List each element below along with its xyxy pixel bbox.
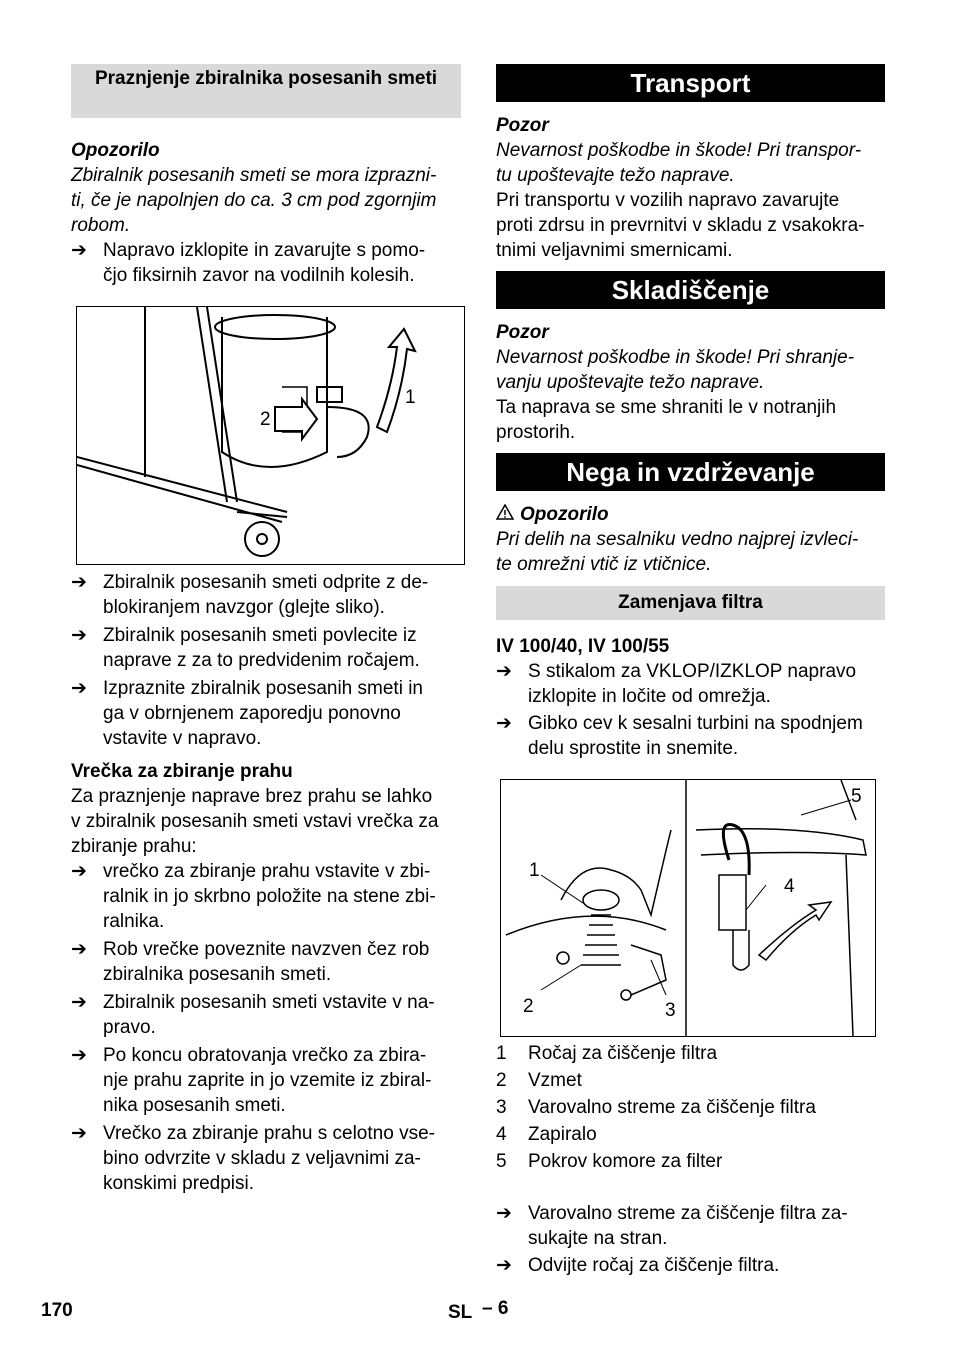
caution-line: Nevarnost poškodbe in škode! Pri shranje- — [496, 347, 855, 368]
callout-1: 1 — [529, 860, 540, 881]
subheading-dust-bag: Vrečka za zbiranje prahu — [71, 761, 293, 782]
arrow-right-icon: ➔ — [71, 678, 87, 699]
language-code: SL — [448, 1302, 473, 1323]
step-item — [71, 570, 461, 620]
step-item — [496, 1201, 885, 1251]
warning-line: Zbiralnik posesanih smeti se mora izprazni- — [71, 165, 437, 186]
bag-intro-line: Za praznjenje naprave brez prahu se lahko — [71, 786, 433, 807]
step-text: Zbiralnik posesanih smeti povlecite iz — [103, 625, 417, 646]
step-text: delu sprostite in snemite. — [528, 738, 739, 759]
legend-item — [496, 1148, 885, 1175]
step-item — [71, 859, 461, 934]
vacuum-illustration — [77, 307, 464, 564]
step-text: Rob vrečke poveznite navzven čez rob — [103, 939, 430, 960]
body-line: Pri transportu v vozilih napravo zavarujte — [496, 190, 840, 211]
step-text: bino odvrzite v skladu z veljavnimi za- — [103, 1148, 421, 1169]
step-text: sukajte na stran. — [528, 1228, 668, 1249]
arrow-right-icon: ➔ — [71, 861, 87, 882]
legend-item — [496, 1040, 885, 1067]
filter-illustration — [501, 780, 875, 1036]
section-title-care: Nega in vzdrževanje — [496, 453, 885, 491]
step-text: ralnik in jo skrbno položite na stene zbi- — [103, 886, 436, 907]
callout-5: 5 — [851, 786, 862, 807]
legend-text: Pokrov komore za filter — [528, 1151, 723, 1172]
subsection-heading-filter: Zamenjava filtra — [496, 586, 885, 620]
warning-label: Opozorilo — [520, 504, 609, 525]
arrow-right-icon: ➔ — [71, 240, 87, 261]
step-text: S stikalom za VKLOP/IZKLOP napravo — [528, 661, 857, 682]
warning-line: ti, če je napolnjen do ca. 3 cm pod zgornjim — [71, 190, 437, 211]
step-text: ralnika. — [103, 911, 165, 932]
step-text: Zbiralnik posesanih smeti vstavite v na- — [103, 992, 435, 1013]
legend-item — [496, 1094, 885, 1121]
step-text: Odvijte ročaj za čiščenje filtra. — [528, 1255, 780, 1276]
arrow-right-icon: ➔ — [71, 992, 87, 1013]
body-line: proti zdrsu in prevrnitvi v skladu z vsakokra- — [496, 215, 865, 236]
step-text: konskimi predpisi. — [103, 1173, 254, 1194]
step-text: Vrečko za zbiranje prahu s celotno vse- — [103, 1123, 435, 1144]
legend-number: 2 — [496, 1070, 507, 1091]
warning-line: te omrežni vtič iz vtičnice. — [496, 554, 712, 575]
callout-1: 1 — [405, 387, 416, 408]
caution-line: Nevarnost poškodbe in škode! Pri transpor- — [496, 140, 862, 161]
legend-number: 5 — [496, 1151, 507, 1172]
legend-number: 4 — [496, 1124, 507, 1145]
warning-label: Opozorilo — [71, 140, 160, 161]
step-text: Gibko cev k sesalni turbini na spodnjem — [528, 713, 863, 734]
caution-line: vanju upoštevajte težo naprave. — [496, 372, 765, 393]
caution-line: tu upoštevajte težo naprave. — [496, 165, 735, 186]
step-text: čjo fiksirnih zavor na vodilnih kolesih. — [103, 265, 415, 286]
warning-line: robom. — [71, 215, 131, 236]
legend-text: Varovalno streme za čiščenje filtra — [528, 1097, 816, 1118]
warning-row — [496, 502, 885, 527]
warning-line: Pri delih na sesalniku vedno najprej izvleci- — [496, 529, 859, 550]
step-text: Izpraznite zbiralnik posesanih smeti in — [103, 678, 423, 699]
body-line: tnimi veljavnimi smernicami. — [496, 240, 733, 261]
step-text: Varovalno streme za čiščenje filtra za- — [528, 1203, 848, 1224]
step-item — [71, 623, 461, 673]
callout-2: 2 — [523, 996, 534, 1017]
section-title-transport: Transport — [496, 64, 885, 102]
right-column — [496, 64, 885, 1278]
caution-label: Pozor — [496, 115, 549, 136]
callout-2: 2 — [260, 409, 271, 430]
legend-text: Zapiralo — [528, 1124, 597, 1145]
step-text: Zbiralnik posesanih smeti odprite z de- — [103, 572, 429, 593]
arrow-right-icon: ➔ — [71, 939, 87, 960]
page-number: 170 — [41, 1300, 73, 1321]
step-item — [71, 676, 461, 751]
section-title-storage: Skladiščenje — [496, 271, 885, 309]
caution-label: Pozor — [496, 322, 549, 343]
arrow-right-icon: ➔ — [71, 572, 87, 593]
step-text: ga v obrnjenem zaporedju ponovno — [103, 703, 401, 724]
step-item — [71, 1121, 461, 1196]
step-item — [496, 659, 885, 709]
body-line: Ta naprava se sme shraniti le v notranjih — [496, 397, 837, 418]
step-text: izklopite in ločite od omrežja. — [528, 686, 771, 707]
step-item — [71, 238, 461, 288]
legend-text: Vzmet — [528, 1070, 582, 1091]
legend-number: 1 — [496, 1043, 507, 1064]
step-text: nje prahu zaprite in jo vzemite iz zbiral- — [103, 1070, 432, 1091]
step-item — [71, 1043, 461, 1118]
step-item — [71, 937, 461, 987]
step-text: Napravo izklopite in zavarujte s pomo- — [103, 240, 426, 261]
step-text: pravo. — [103, 1017, 156, 1038]
warning-triangle-icon — [496, 502, 520, 527]
body-line: prostorih. — [496, 422, 576, 443]
figure-filter — [500, 779, 876, 1037]
callout-4: 4 — [784, 876, 795, 897]
step-item — [71, 990, 461, 1040]
legend-text: Ročaj za čiščenje filtra — [528, 1043, 718, 1064]
step-text: nika posesanih smeti. — [103, 1095, 286, 1116]
legend-item — [496, 1121, 885, 1148]
step-text: vrečko za zbiranje prahu vstavite v zbi- — [103, 861, 431, 882]
left-column — [71, 64, 461, 1196]
arrow-right-icon: ➔ — [496, 1255, 512, 1276]
arrow-right-icon: ➔ — [71, 625, 87, 646]
section-heading-emptying: Praznjenje zbiralnika posesanih smeti — [71, 64, 461, 118]
arrow-right-icon: ➔ — [71, 1045, 87, 1066]
arrow-right-icon: ➔ — [496, 713, 512, 734]
callout-3: 3 — [665, 1000, 676, 1021]
arrow-right-icon: ➔ — [496, 1203, 512, 1224]
bag-intro-line: zbiranje prahu: — [71, 836, 197, 857]
arrow-right-icon: ➔ — [71, 1123, 87, 1144]
legend-number: 3 — [496, 1097, 507, 1118]
step-text: naprave z za to predvidenim ročajem. — [103, 650, 420, 671]
bag-intro-line: v zbiralnik posesanih smeti vstavi vrečka za — [71, 811, 439, 832]
step-item — [496, 711, 885, 761]
step-text: zbiralnika posesanih smeti. — [103, 964, 332, 985]
step-text: vstavite v napravo. — [103, 728, 262, 749]
model-label: IV 100/40, IV 100/55 — [496, 636, 670, 657]
section-number: – 6 — [482, 1298, 509, 1319]
figure-vacuum-container — [76, 306, 465, 565]
step-item — [496, 1253, 885, 1278]
legend-item — [496, 1067, 885, 1094]
step-text: blokiranjem navzgor (glejte sliko). — [103, 597, 385, 618]
arrow-right-icon: ➔ — [496, 661, 512, 682]
step-text: Po koncu obratovanja vrečko za zbira- — [103, 1045, 427, 1066]
